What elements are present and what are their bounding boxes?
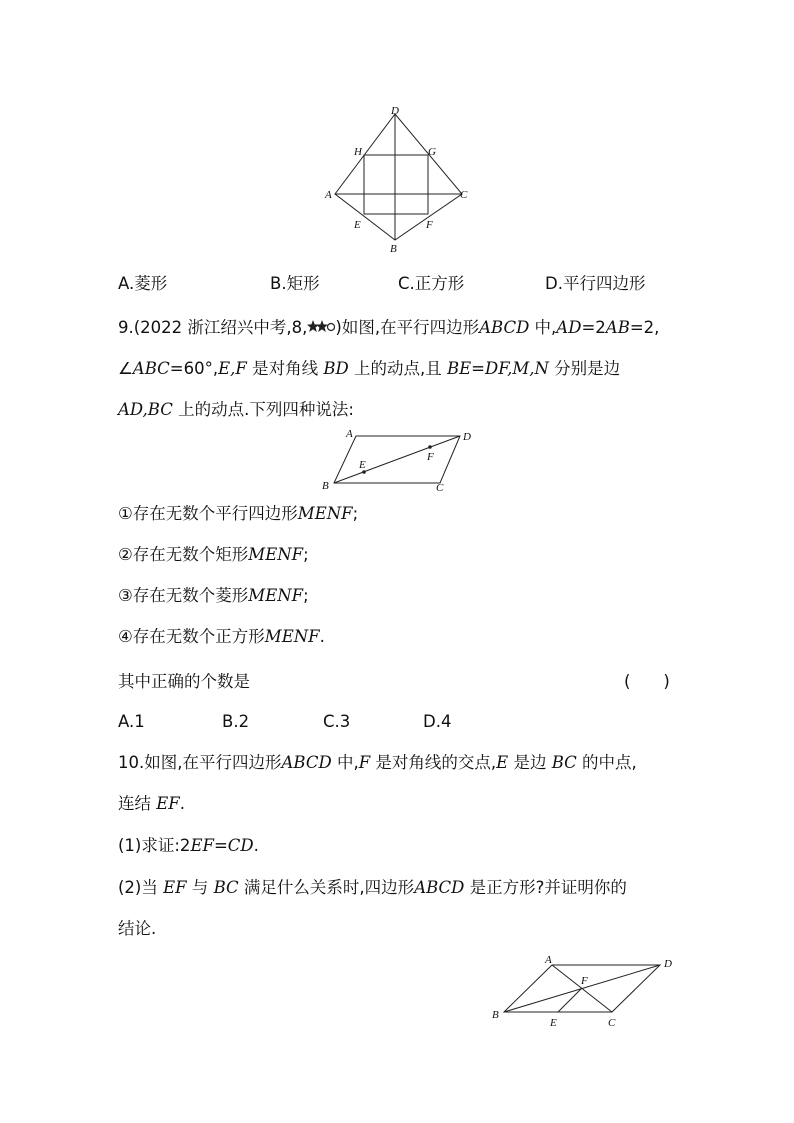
label-b: B <box>390 243 397 255</box>
label-f: F <box>581 975 588 987</box>
q8-option-c: C.正方形 <box>398 274 465 293</box>
q10-part-2-cont: 结论. <box>118 919 157 938</box>
label-a: A <box>346 428 353 440</box>
q10-part-1: (1)求证:2EF=CD. <box>118 836 259 855</box>
q10-part-2: (2)当 EF 与 BC 满足什么关系时,四边形ABCD 是正方形?并证明你的 <box>118 878 627 897</box>
q9-line-3: AD,BC 上的动点.下列四种说法: <box>118 400 354 419</box>
q9-option-b: B.2 <box>222 712 250 731</box>
label-f: F <box>427 451 434 463</box>
label-a: A <box>545 954 552 966</box>
label-h: H <box>354 146 362 158</box>
figure-parallelogram-diagonals <box>484 948 680 1032</box>
answer-parentheses: ( ) <box>624 672 670 691</box>
label-f: F <box>426 219 433 231</box>
label-e: E <box>354 219 361 231</box>
label-d: D <box>391 105 399 117</box>
q9-option-c: C.3 <box>323 712 351 731</box>
label-b: B <box>322 480 329 492</box>
q8-option-a: A.菱形 <box>118 274 168 293</box>
statement-3: ③存在无数个菱形MENF; <box>118 586 309 605</box>
difficulty-stars-icon <box>307 319 335 340</box>
q9-option-d: D.4 <box>423 712 452 731</box>
label-c: C <box>608 1017 616 1029</box>
q9-line-1: 9.(2022 浙江绍兴中考,8, )如图,在平行四边形ABCD 中,AD=2AB=2, <box>118 318 659 340</box>
q8-option-d: D.平行四边形 <box>545 274 646 293</box>
statement-1: ①存在无数个平行四边形MENF; <box>118 504 359 523</box>
q8-option-b: B.矩形 <box>270 274 320 293</box>
q9-line-2: ∠ABC=60°,E,F 是对角线 BD 上的动点,且 BE=DF,M,N 分别是边 <box>118 359 621 378</box>
q9-source: 9.(2022 浙江绍兴中考,8, <box>118 318 308 337</box>
label-a: A <box>325 189 332 201</box>
q9-question: 其中正确的个数是 <box>118 672 250 691</box>
figure-parallelogram-bd <box>312 425 482 495</box>
q9-option-a: A.1 <box>118 712 145 731</box>
statement-2: ②存在无数个矩形MENF; <box>118 545 309 564</box>
label-e: E <box>550 1017 557 1029</box>
statement-4: ④存在无数个正方形MENF. <box>118 627 325 646</box>
label-b: B <box>492 1009 499 1021</box>
q10-line-1: 10.如图,在平行四边形ABCD 中,F 是对角线的交点,E 是边 BC 的中点, <box>118 753 637 772</box>
label-e: E <box>359 459 366 471</box>
figure-rhombus-grid <box>322 100 472 260</box>
label-d: D <box>463 431 471 443</box>
label-d: D <box>664 958 672 970</box>
label-c: C <box>460 189 468 201</box>
label-g: G <box>428 146 436 158</box>
label-c: C <box>436 482 444 494</box>
q10-line-2: 连结 EF. <box>118 794 185 813</box>
